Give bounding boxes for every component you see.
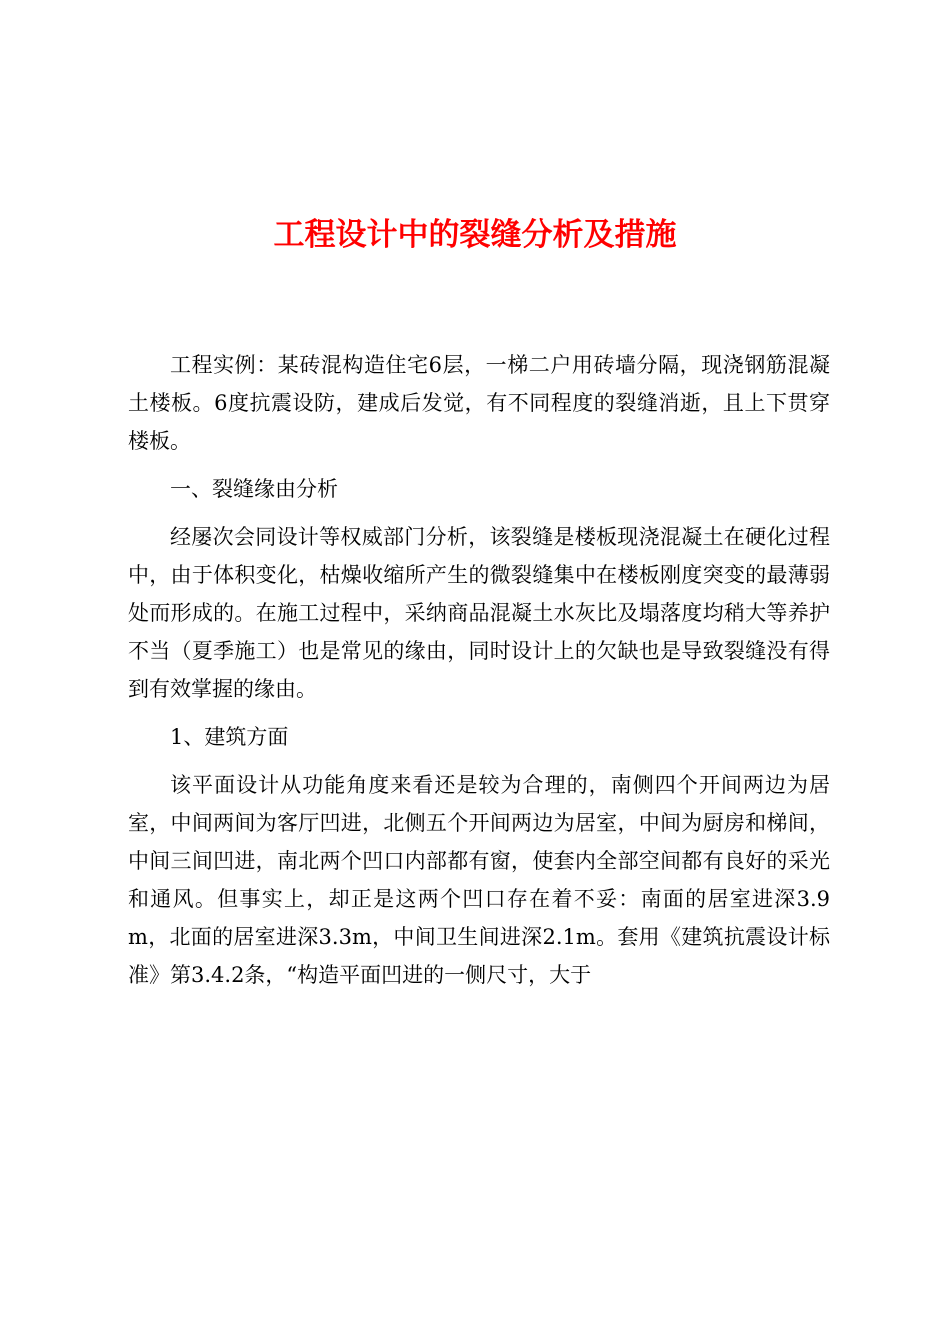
- paragraph-project-example: 工程实例：某砖混构造住宅6层，一梯二户用砖墙分隔，现浇钢筋混凝土楼板。6度抗震设防，建成后发觉，有不同程度的裂缝消逝，且上下贯穿楼板。: [128, 353, 830, 453]
- document-body: [128, 346, 830, 1004]
- paragraph-architecture-detail: 该平面设计从功能角度来看还是较为合理的，南侧四个开间两边为居室，中间两间为客厅凹进，北侧五个开间两边为居室，中间为厨房和梯间，中间三间凹进，南北两个凹口内部都有窗，使套内全部空间都有良好的采光和通风。但事实上，却正是这两个凹口存在着不妥：南面的居室进深3.9m，北面的居室进深3.3m，中间卫生间进深2.1m。套用《建筑抗震设计标准》第3.4.2条，“构造平面凹进的一侧尺寸，大于: [128, 773, 830, 987]
- document-title: 工程设计中的裂缝分析及措施: [273, 217, 677, 253]
- subsection-heading-architecture: 1、建筑方面: [170, 725, 289, 749]
- section-heading-crack-cause-analysis: 一、裂缝缘由分析: [170, 477, 338, 501]
- paragraph-crack-cause-detail: 经屡次会同设计等权威部门分析，该裂缝是楼板现浇混凝土在硬化过程中，由于体积变化，枯燥收缩所产生的微裂缝集中在楼板刚度突变的最薄弱处而形成的。在施工过程中，采纳商品混凝土水灰比及塌落度均稍大等养护不当（夏季施工）也是常见的缘由，同时设计上的欠缺也是导致裂缝没有得到有效掌握的缘由。: [128, 525, 830, 701]
